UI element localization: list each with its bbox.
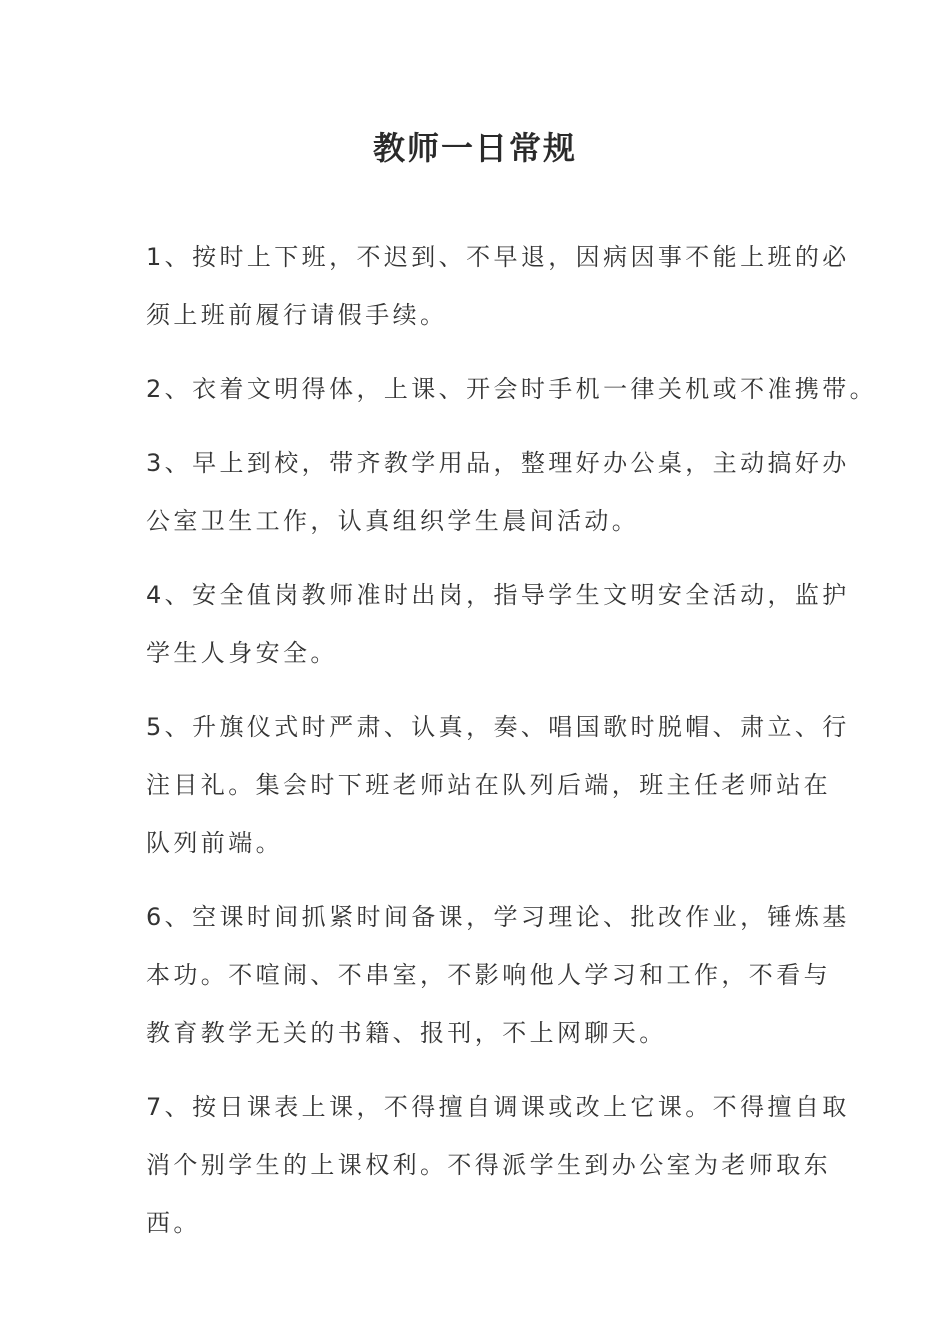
rule-line: 教育教学无关的书籍、报刊，不上网聊天。 bbox=[146, 1019, 667, 1047]
rule-item-6 bbox=[146, 888, 850, 1062]
rule-line: 6、空课时间抓紧时间备课，学习理论、批改作业，锤炼基 bbox=[146, 903, 850, 931]
rule-line: 须上班前履行请假手续。 bbox=[146, 301, 448, 329]
rule-line: 1、按时上下班，不迟到、不早退，因病因事不能上班的必 bbox=[146, 243, 850, 271]
rule-line: 消个别学生的上课权利。不得派学生到办公室为老师取东 bbox=[146, 1151, 831, 1179]
rule-line: 2、衣着文明得体，上课、开会时手机一律关机或不准携带。 bbox=[146, 375, 878, 403]
rule-line: 5、升旗仪式时严肃、认真，奏、唱国歌时脱帽、肃立、行 bbox=[146, 713, 850, 741]
rule-item-1 bbox=[146, 228, 850, 344]
rule-line: 公室卫生工作，认真组织学生晨间活动。 bbox=[146, 507, 640, 535]
document-title: 教师一日常规 bbox=[372, 129, 577, 167]
rule-line: 队列前端。 bbox=[146, 829, 283, 857]
rule-item-2 bbox=[146, 360, 878, 418]
rule-line: 7、按日课表上课，不得擅自调课或改上它课。不得擅自取 bbox=[146, 1093, 850, 1121]
rule-line: 本功。不喧闹、不串室，不影响他人学习和工作，不看与 bbox=[146, 961, 831, 989]
rule-line: 注目礼。集会时下班老师站在队列后端，班主任老师站在 bbox=[146, 771, 831, 799]
rule-item-4 bbox=[146, 566, 850, 682]
rules-list bbox=[146, 228, 878, 1268]
rule-item-7 bbox=[146, 1078, 850, 1252]
rule-line: 3、早上到校，带齐教学用品，整理好办公桌，主动搞好办 bbox=[146, 449, 850, 477]
rule-item-5 bbox=[146, 698, 850, 872]
rule-line: 西。 bbox=[146, 1209, 201, 1237]
rule-line: 学生人身安全。 bbox=[146, 639, 338, 667]
rule-line: 4、安全值岗教师准时出岗，指导学生文明安全活动，监护 bbox=[146, 581, 850, 609]
rule-item-3 bbox=[146, 434, 850, 550]
